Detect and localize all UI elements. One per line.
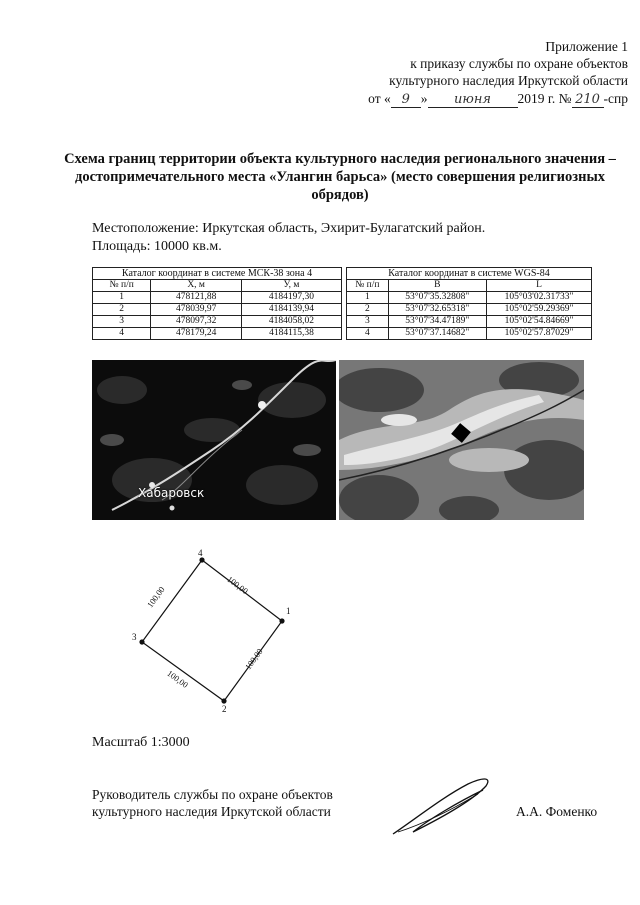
side-label: 100,00 bbox=[242, 646, 265, 672]
table-cell: 478039,97 bbox=[151, 304, 242, 316]
vertex-1 bbox=[279, 618, 284, 623]
signatory-name: А.А. Фоменко bbox=[516, 804, 598, 819]
table-cell: 53°07'37.14682" bbox=[388, 328, 486, 340]
order-year: 2019 г. № bbox=[517, 91, 572, 106]
table-cell: 2 bbox=[347, 304, 389, 316]
location-text: Местоположение: Иркутская область, Эхирит-Булагатский район. bbox=[92, 221, 486, 236]
date-prefix: от « bbox=[368, 91, 391, 106]
table-cell: 4 bbox=[93, 328, 151, 340]
vertex-2 bbox=[221, 698, 226, 703]
scale-text: Масштаб 1:3000 bbox=[92, 735, 190, 750]
catalog-wgs-caption: Каталог координат в системе WGS-84 bbox=[347, 268, 592, 280]
table-cell: 4184058,02 bbox=[241, 316, 341, 328]
table-cell: 1 bbox=[93, 292, 151, 304]
table-header: У, м bbox=[241, 280, 341, 292]
table-cell: 53°07'34.47189" bbox=[388, 316, 486, 328]
handwritten-number: 210 bbox=[572, 93, 604, 108]
table-cell: 478097,32 bbox=[151, 316, 242, 328]
table-cell: 105°02'54.84669" bbox=[486, 316, 591, 328]
catalog-msk-caption: Каталог координат в системе МСК-38 зона 4 bbox=[93, 268, 342, 280]
table-cell: 2 bbox=[93, 304, 151, 316]
table-cell: 105°03'02.31733" bbox=[486, 292, 591, 304]
order-line: к приказу службы по охране объектов bbox=[410, 56, 628, 71]
map-city-label: Хабаровск bbox=[138, 486, 205, 500]
table-row bbox=[347, 292, 592, 304]
table-row bbox=[93, 328, 342, 340]
order-date-line bbox=[368, 90, 628, 108]
signatory-title-line1: Руководитель службы по охране объектов bbox=[92, 787, 333, 802]
vertex-4 bbox=[199, 557, 204, 562]
vertex-3 bbox=[139, 639, 144, 644]
table-row bbox=[347, 316, 592, 328]
vertex-label: 3 bbox=[132, 632, 137, 642]
table-row bbox=[347, 328, 592, 340]
side-label: 100,00 bbox=[225, 573, 251, 597]
boundary-scheme bbox=[120, 548, 310, 713]
table-row bbox=[93, 304, 342, 316]
table-header: B bbox=[388, 280, 486, 292]
overview-map bbox=[92, 360, 336, 520]
table-cell: 105°02'57.87029" bbox=[486, 328, 591, 340]
overview-map-image bbox=[92, 360, 336, 520]
catalog-msk bbox=[92, 267, 342, 340]
catalog-wgs-table bbox=[346, 267, 592, 340]
side-label: 100,00 bbox=[144, 584, 167, 610]
vertex-label: 1 bbox=[286, 606, 291, 616]
table-cell: 105°02'59.29369" bbox=[486, 304, 591, 316]
vertex-label: 4 bbox=[198, 548, 203, 558]
table-header: № п/п bbox=[93, 280, 151, 292]
appendix-label: Приложение 1 bbox=[545, 39, 628, 54]
side-label: 100,00 bbox=[165, 668, 191, 690]
table-header: № п/п bbox=[347, 280, 389, 292]
table-cell: 478179,24 bbox=[151, 328, 242, 340]
vertex-label: 2 bbox=[222, 704, 227, 714]
handwritten-day: 9 bbox=[391, 93, 421, 108]
table-row bbox=[93, 316, 342, 328]
document-title: Схема границ территории объекта культурного наследия регионального значения – достопримечательного места «Улангин барьса» (место совершения религиозных обрядов) bbox=[64, 151, 616, 203]
table-header: L bbox=[486, 280, 591, 292]
table-row bbox=[347, 304, 592, 316]
detail-map bbox=[339, 360, 584, 520]
table-cell: 53°07'32.65318" bbox=[388, 304, 486, 316]
agency-line: культурного наследия Иркутской области bbox=[389, 73, 628, 88]
catalog-wgs bbox=[346, 267, 592, 340]
date-quote-close: » bbox=[420, 91, 428, 106]
table-cell: 3 bbox=[347, 316, 389, 328]
handwritten-signature bbox=[388, 772, 498, 847]
table-cell: 1 bbox=[347, 292, 389, 304]
table-cell: 4184115,38 bbox=[241, 328, 341, 340]
table-cell: 4184197,30 bbox=[241, 292, 341, 304]
table-cell: 3 bbox=[93, 316, 151, 328]
table-cell: 53°07'35.32808" bbox=[388, 292, 486, 304]
boundary-polygon bbox=[120, 548, 310, 713]
table-cell: 4 bbox=[347, 328, 389, 340]
signatory-title-line2: культурного наследия Иркутской области bbox=[92, 804, 331, 819]
handwritten-month: июня bbox=[428, 93, 518, 108]
table-header: X, м bbox=[151, 280, 242, 292]
table-cell: 4184139,94 bbox=[241, 304, 341, 316]
table-row bbox=[93, 292, 342, 304]
detail-map-image bbox=[339, 360, 584, 520]
table-cell: 478121,88 bbox=[151, 292, 242, 304]
area-text: Площадь: 10000 кв.м. bbox=[92, 239, 222, 254]
order-suffix: -спр bbox=[603, 91, 628, 106]
catalog-msk-table bbox=[92, 267, 342, 340]
